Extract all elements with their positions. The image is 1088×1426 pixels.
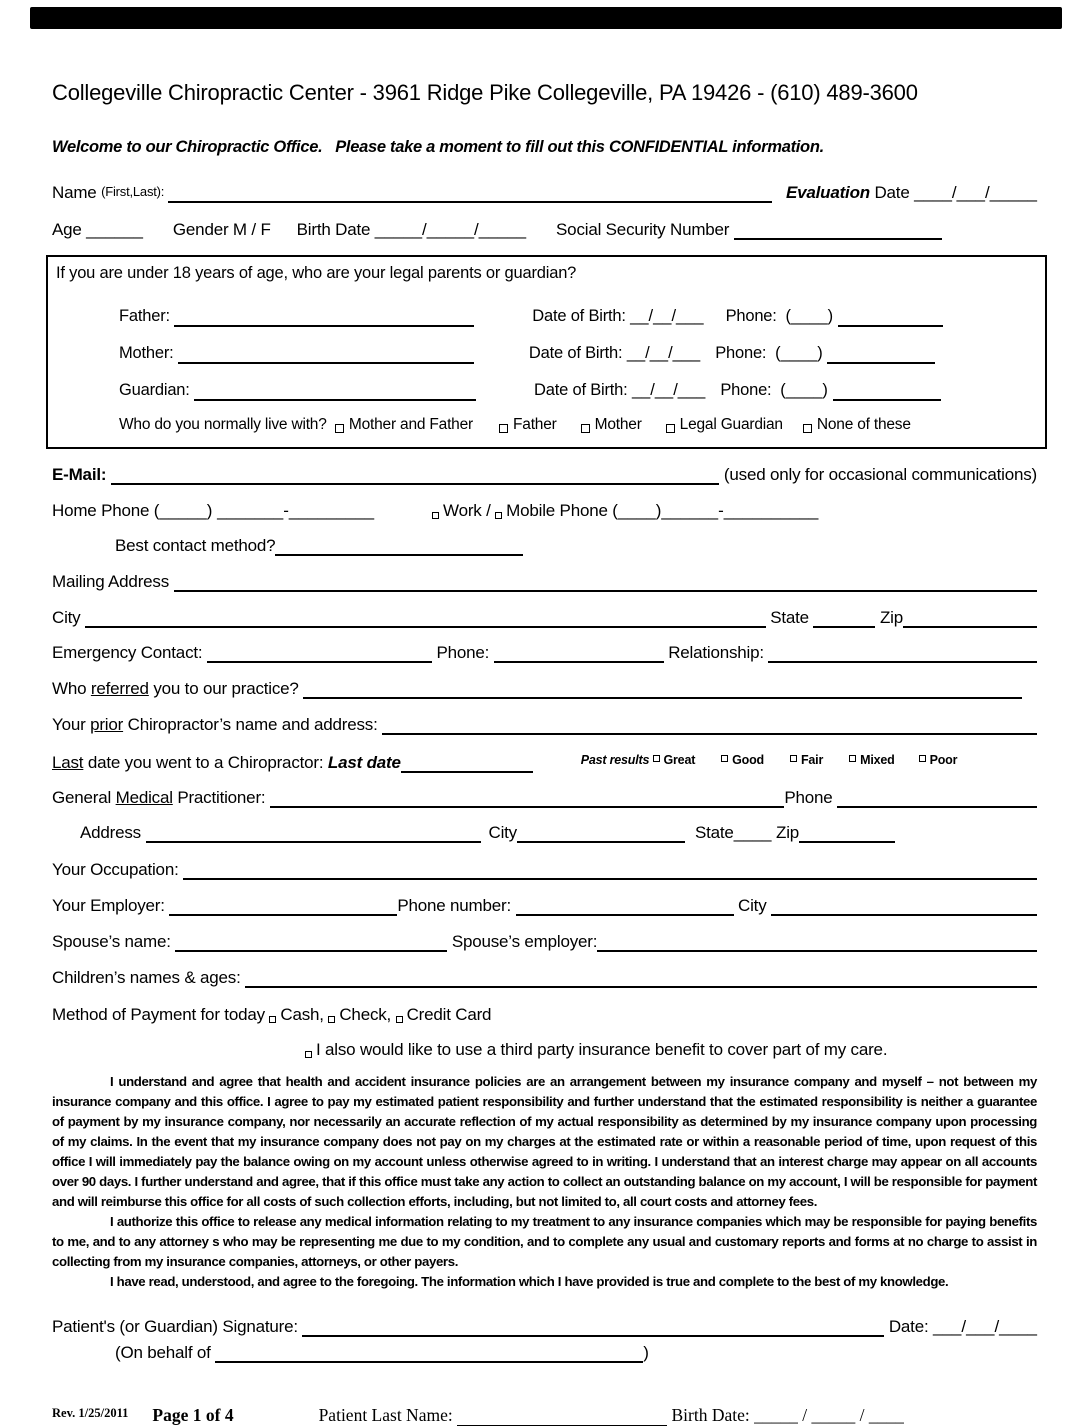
- guardian-phone-label: Phone:: [720, 381, 781, 399]
- father-dob-field[interactable]: __/__/___: [630, 307, 704, 325]
- father-phone-area[interactable]: (____): [785, 307, 838, 325]
- gmp-address-label: Address: [80, 823, 146, 842]
- insurance-label: I also would like to use a third party insurance benefit to cover part of my care.: [316, 1040, 888, 1059]
- emergency-contact-field[interactable]: [207, 644, 432, 663]
- work-label: Work /: [443, 501, 496, 520]
- checkbox-mother-and-father[interactable]: [335, 424, 344, 433]
- children-field[interactable]: [245, 969, 1037, 988]
- last-date-label: Last date: [327, 753, 401, 772]
- on-behalf-close: ): [643, 1343, 649, 1362]
- email-field[interactable]: [111, 466, 720, 485]
- guardian-dob-field[interactable]: __/__/___: [631, 381, 706, 399]
- intake-form-page: [52, 0, 1037, 1426]
- checkbox-credit-card[interactable]: [396, 1016, 403, 1023]
- footer-last-name-field[interactable]: [457, 1407, 667, 1426]
- evaluation-date-label: Date: [869, 183, 915, 202]
- signature-date-field[interactable]: ___/___/____: [933, 1317, 1037, 1336]
- mobile-phone-field[interactable]: (____)______-__________: [612, 501, 819, 520]
- guardian-box: [46, 255, 1047, 449]
- name-field[interactable]: [168, 184, 772, 203]
- city-label: City: [52, 608, 86, 627]
- agreement-paragraph-2: I authorize this office to release any medical information relating to my treatment to any insurance companies which may be responsible for paying benefits to me, and to any attorney s who may be representing me due to my condition, and to complete any usual and customary reports and forms at no charge to assist in collecting from my insurance companies, attorneys, or other payers.: [52, 1214, 1037, 1269]
- employer-city-label: City: [733, 896, 772, 915]
- checkbox-none-of-these[interactable]: [803, 424, 812, 433]
- employer-label: Your Employer:: [52, 896, 170, 915]
- gmp-city-label: City: [488, 823, 517, 842]
- mother-field[interactable]: [178, 345, 474, 364]
- age-label: Age: [52, 220, 87, 239]
- footer-row: [52, 1403, 1037, 1426]
- best-contact-field[interactable]: [275, 537, 523, 556]
- employer-phone-field[interactable]: [516, 897, 734, 916]
- father-phone-label: Phone:: [725, 307, 786, 325]
- father-field[interactable]: [174, 308, 474, 327]
- signature-date-label: Date:: [884, 1317, 933, 1336]
- emergency-contact-label: Emergency Contact:: [52, 643, 207, 662]
- last-date-row: Last date you went to a Chiropractor: Last date Past results Great Good Fair Mixed Poor: [52, 750, 1037, 773]
- signature-label: Patient's (or Guardian) Signature:: [52, 1317, 303, 1336]
- emergency-phone-field[interactable]: [494, 644, 664, 663]
- referred-field[interactable]: [303, 680, 1022, 699]
- children-label: Children’s names & ages:: [52, 968, 246, 987]
- employer-field[interactable]: [169, 897, 397, 916]
- mother-phone-area[interactable]: (____): [775, 344, 828, 362]
- last-date-field[interactable]: [401, 754, 533, 773]
- footer-birth-date-label: Birth Date:: [667, 1405, 755, 1425]
- prior-chiro-row: Your prior Chiropractor’s name and address:: [52, 714, 1037, 735]
- footer-birth-date-field[interactable]: _____ / _____ / ____: [754, 1405, 904, 1425]
- mailing-address-label: Mailing Address: [52, 572, 174, 591]
- mother-dob-field[interactable]: __/__/___: [626, 344, 701, 362]
- city-row: [52, 607, 1037, 628]
- gmp-zip-field[interactable]: [799, 824, 895, 843]
- occupation-row: [52, 859, 1037, 880]
- employer-row: [52, 895, 1037, 916]
- insurance-row: [52, 1039, 1037, 1060]
- on-behalf-label: (On behalf of: [115, 1343, 216, 1362]
- father-phone-field[interactable]: [838, 308, 943, 327]
- mother-dob-label: Date of Birth:: [528, 344, 627, 362]
- email-label: E-Mail:: [52, 465, 111, 484]
- birth-date-field[interactable]: _____/_____/_____: [374, 220, 527, 239]
- spouse-employer-label: Spouse’s employer:: [447, 932, 598, 951]
- checkbox-good[interactable]: [721, 755, 728, 762]
- emergency-phone-label: Phone:: [431, 643, 494, 662]
- guardian-row: [56, 380, 1035, 401]
- zip-label: Zip: [875, 608, 903, 627]
- gmp-state-field[interactable]: ____: [733, 823, 772, 842]
- welcome-line: Welcome to our Chiropractic Office. Please take a moment to fill out this CONFIDENTIAL information.: [52, 138, 824, 156]
- gmp-field[interactable]: [270, 789, 784, 808]
- best-contact-label: Best contact method?: [115, 536, 276, 555]
- guardian-label: Guardian:: [119, 381, 195, 399]
- checkbox-check[interactable]: [328, 1016, 335, 1023]
- best-contact-row: [52, 535, 1037, 556]
- guardian-field[interactable]: [194, 382, 476, 401]
- name-label: Name: [52, 183, 102, 202]
- guardian-phone-area[interactable]: (____): [780, 381, 833, 399]
- father-row: [56, 306, 1035, 327]
- evaluation-label: Evaluation: [785, 183, 870, 202]
- evaluation-date-field[interactable]: ____/___/_____: [914, 183, 1037, 202]
- checkbox-work-phone[interactable]: [432, 512, 439, 519]
- checkbox-fair[interactable]: [790, 755, 797, 762]
- emergency-row: [52, 642, 1037, 663]
- checkbox-father[interactable]: [499, 424, 508, 433]
- gmp-phone-field[interactable]: [837, 789, 1037, 808]
- checkbox-great[interactable]: [653, 755, 660, 762]
- occupation-label: Your Occupation:: [52, 860, 184, 879]
- spouse-name-label: Spouse’s name:: [52, 932, 176, 951]
- occupation-field[interactable]: [183, 861, 1037, 880]
- on-behalf-row: [52, 1342, 1037, 1363]
- page-number: Page 1 of 4: [152, 1405, 234, 1425]
- referred-row: Who referred you to our practice?: [52, 678, 1037, 699]
- relationship-label: Relationship:: [663, 643, 769, 662]
- employer-phone-label: Phone number:: [397, 896, 516, 915]
- gmp-city-field[interactable]: [517, 824, 685, 843]
- gmp-address-field[interactable]: [146, 824, 481, 843]
- spouse-employer-field[interactable]: [597, 933, 1037, 952]
- checkbox-legal-guardian[interactable]: [666, 424, 675, 433]
- signature-field[interactable]: [302, 1318, 884, 1337]
- city-field[interactable]: [85, 609, 766, 628]
- gmp-state-label: State: [694, 823, 734, 842]
- prior-chiro-field[interactable]: [382, 716, 1037, 735]
- agreement-text: [52, 1072, 1037, 1292]
- state-field[interactable]: [813, 609, 875, 628]
- gmp-phone-label: Phone: [784, 788, 837, 807]
- live-with-row: Who do you normally live with? Mother and Father Father Mother Legal Guardian None of these: [119, 416, 911, 433]
- checkbox-third-party-insurance[interactable]: [305, 1051, 312, 1058]
- revision-label: Rev. 1/25/2011: [52, 1406, 129, 1420]
- checkbox-poor[interactable]: [919, 755, 926, 762]
- children-row: [52, 967, 1037, 988]
- payment-row: Method of Payment for today Cash, Check, Credit Card: [52, 1005, 492, 1024]
- spouse-row: [52, 931, 1037, 952]
- clinic-header: Collegeville Chiropractic Center - 3961 Ridge Pike Collegeville, PA 19426 - (610) 489-3600: [52, 80, 918, 105]
- state-label: State: [765, 608, 814, 627]
- employer-city-field[interactable]: [771, 897, 1037, 916]
- birth-date-label: Birth Date: [296, 220, 375, 239]
- past-results-label: Past results: [580, 753, 653, 767]
- guardian-phone-field[interactable]: [833, 382, 941, 401]
- checkbox-mobile-phone[interactable]: [495, 512, 502, 519]
- ssn-field[interactable]: [734, 221, 942, 240]
- mother-row: [56, 343, 1035, 364]
- guardian-dob-label: Date of Birth:: [534, 381, 632, 399]
- age-field[interactable]: ______: [86, 220, 143, 239]
- relationship-field[interactable]: [768, 644, 1037, 663]
- checkbox-cash[interactable]: [269, 1016, 276, 1023]
- signature-row: [52, 1316, 1037, 1337]
- home-phone-label: Home Phone: [52, 501, 154, 520]
- name-row: [52, 181, 1037, 203]
- mother-phone-label: Phone:: [715, 344, 776, 362]
- email-note: (used only for occasional communications): [719, 465, 1037, 484]
- spouse-name-field[interactable]: [175, 933, 447, 952]
- mailing-row: [52, 571, 1037, 592]
- gmp-row: General Medical Practitioner: Phone: [52, 787, 1037, 808]
- age-row: [52, 219, 1037, 240]
- name-hint: (First,Last):: [101, 184, 168, 199]
- agreement-paragraph-1: I understand and agree that health and accident insurance policies are an arrangement between my insurance company and myself – not between my insurance company and this office. I agree to pay my estimated patient responsibility and further understand that the estimated responsibility is neither a guarantee of payment by my insurance company, nor necessarily an accurate reflection of my actual responsibility as determined by my insurance company upon processing of my claims. In the event that my insurance company does not pay on my charges at the estimated rate or within a reasonable period of time, upon request of this office I will immediately pay the balance owing on my account unless otherwise agreed to in writing. I understand that an interest charge may appear on all accounts over 90 days. I further understand and agree, that if this office must take any action to collect an outstanding balance on my account, I will be responsible for payment and will reimburse this office for all costs of such collection efforts, including, but not limited to, all court costs and attorney fees.: [52, 1074, 1037, 1209]
- mobile-label: Mobile Phone: [506, 501, 613, 520]
- ssn-label: Social Security Number: [556, 220, 734, 239]
- phone-row: [52, 500, 1037, 521]
- mother-phone-field[interactable]: [827, 345, 935, 364]
- gmp-zip-label: Zip: [771, 823, 800, 842]
- payment-method-label: Method of Payment for today: [52, 1005, 270, 1024]
- gmp-address-row: [52, 822, 1037, 843]
- father-label: Father:: [119, 307, 175, 325]
- agreement-paragraph-3: I have read, understood, and agree to the foregoing. The information which I have provided is true and complete to the best of my knowledge.: [110, 1274, 949, 1289]
- father-dob-label: Date of Birth:: [532, 307, 631, 325]
- guardian-question: If you are under 18 years of age, who are your legal parents or guardian?: [56, 264, 577, 282]
- live-with-label: Who do you normally live with?: [119, 416, 335, 433]
- mailing-address-field[interactable]: [174, 573, 1037, 592]
- checkbox-mother[interactable]: [581, 424, 590, 433]
- footer-last-name-label: Patient Last Name:: [318, 1405, 458, 1425]
- mother-label: Mother:: [119, 344, 178, 362]
- on-behalf-field[interactable]: [215, 1344, 643, 1363]
- checkbox-mixed[interactable]: [849, 755, 856, 762]
- zip-field[interactable]: [903, 609, 1037, 628]
- home-phone-field[interactable]: (_____) _______-_________: [153, 501, 375, 520]
- email-row: [52, 464, 1037, 485]
- gender-label: Gender M / F: [172, 220, 271, 239]
